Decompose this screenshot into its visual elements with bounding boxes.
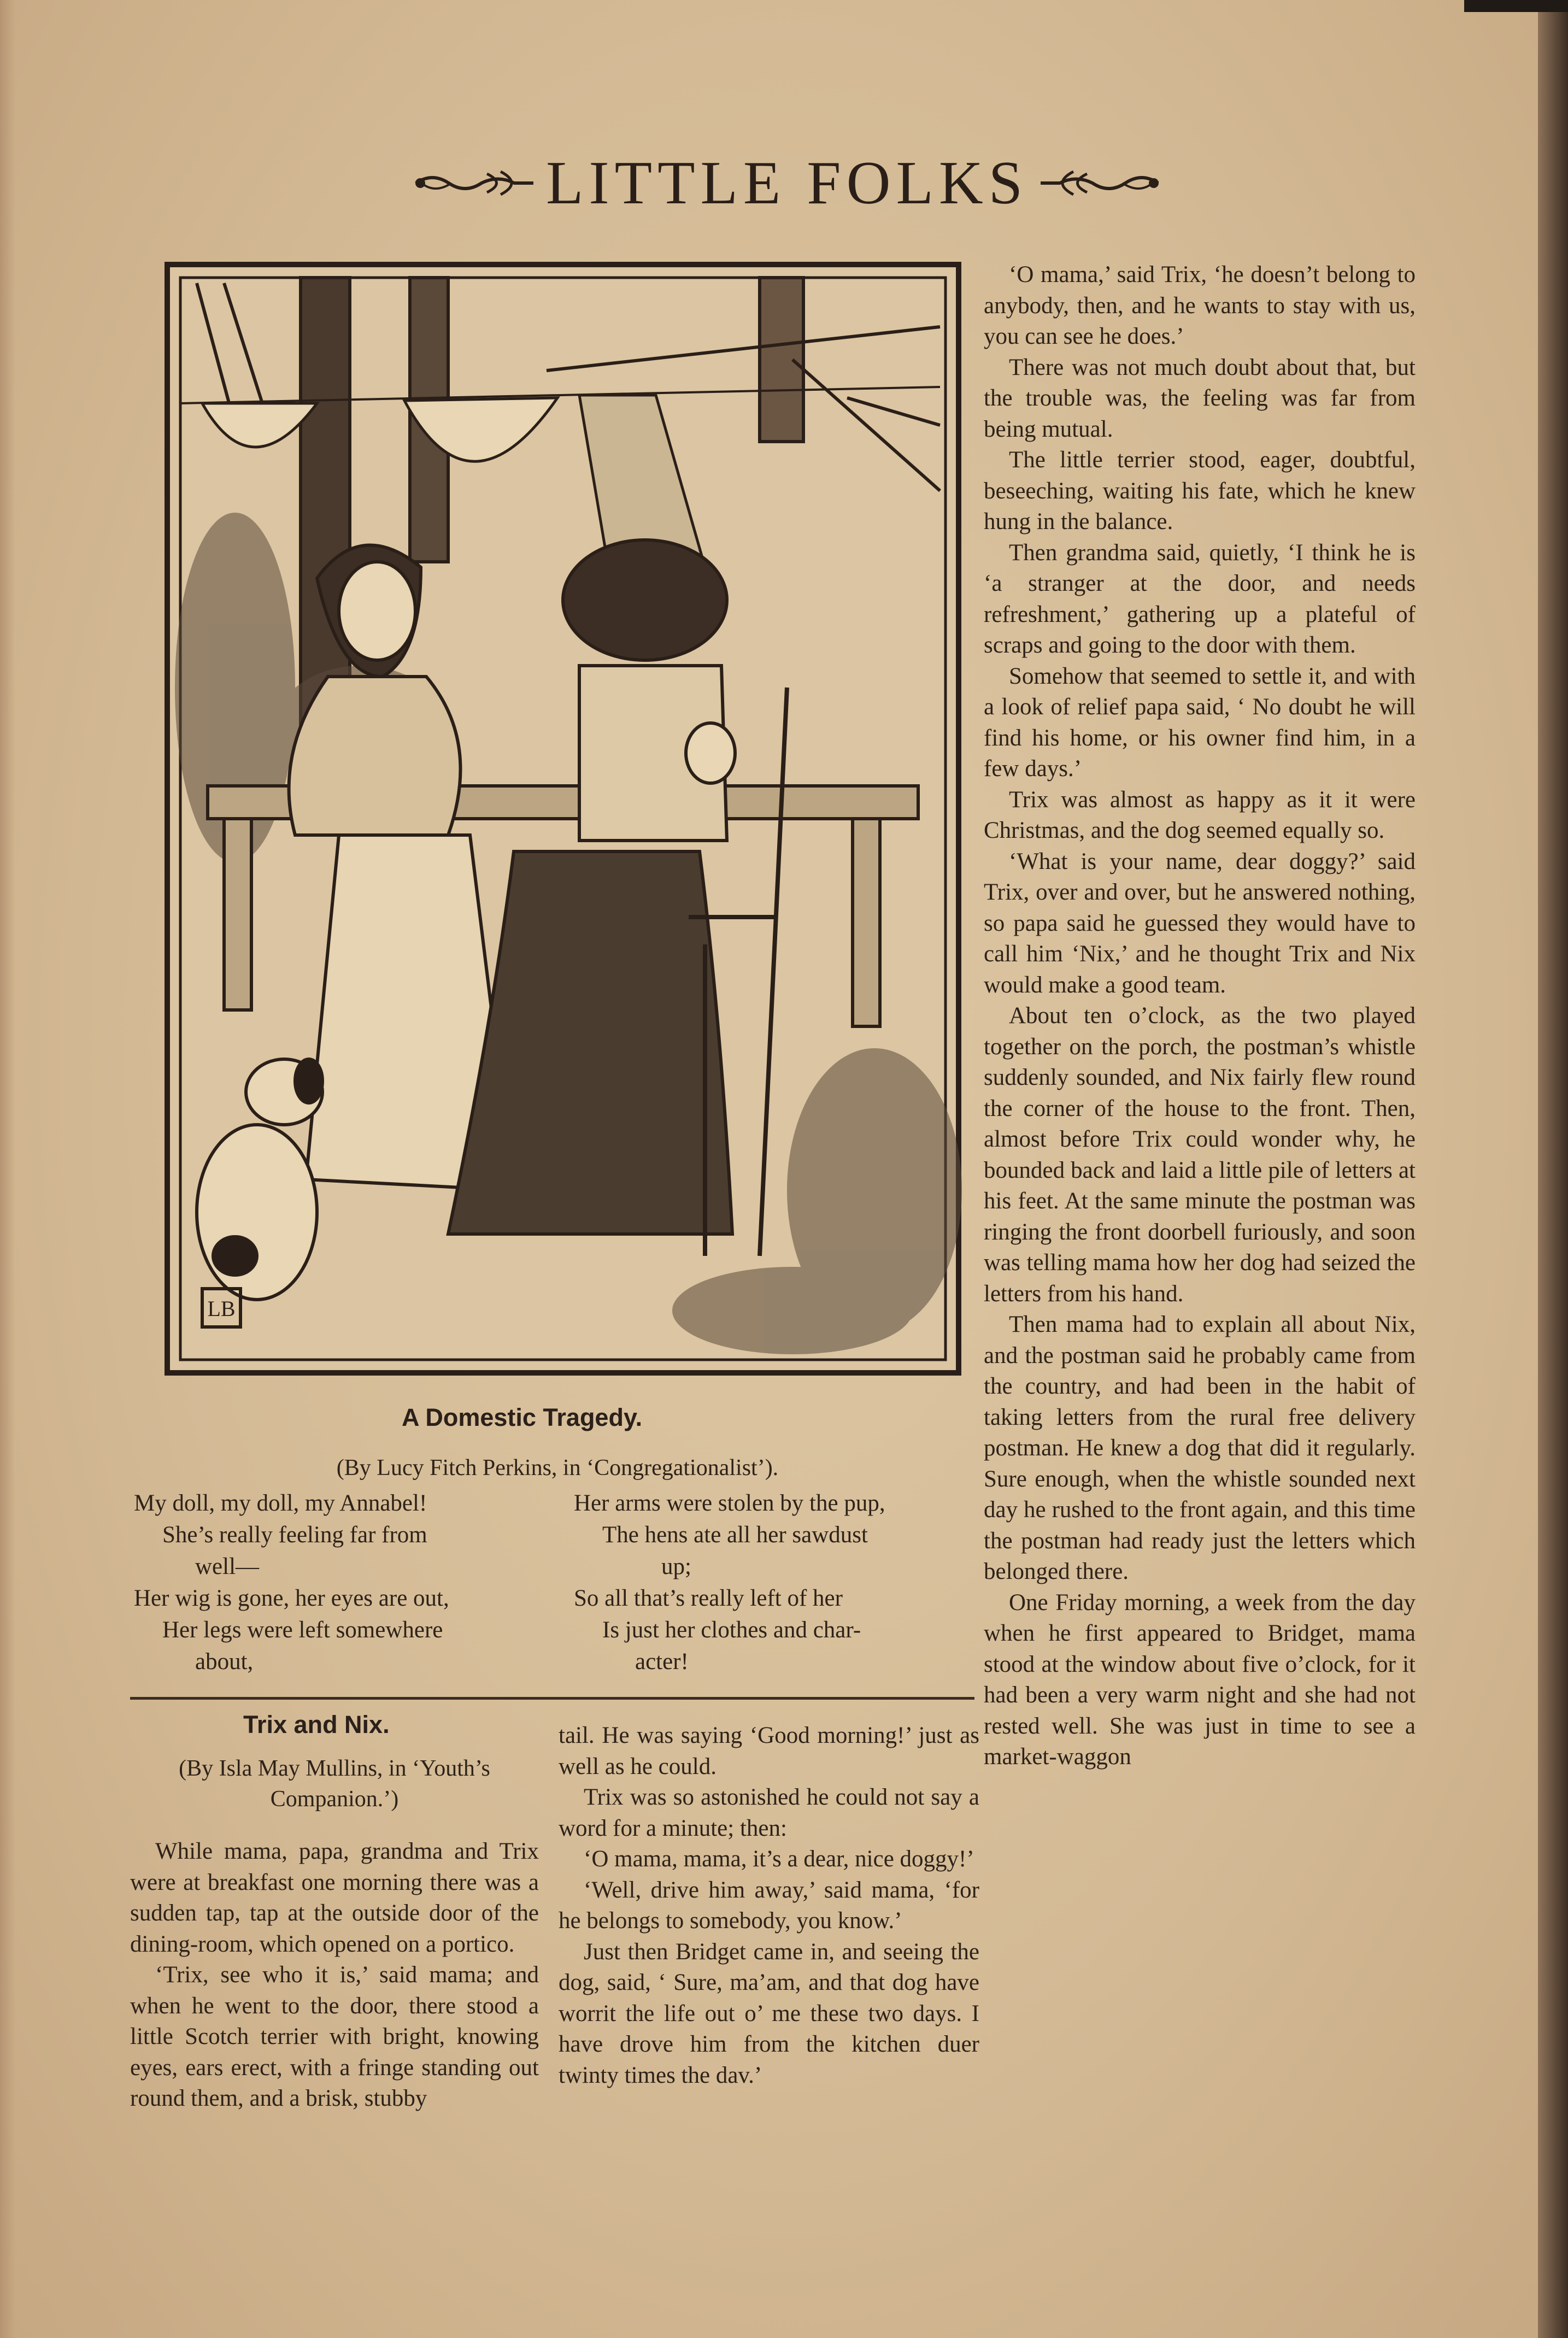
masthead <box>322 148 1252 219</box>
poem-line: Her legs were left somewhere <box>162 1617 443 1643</box>
poem-line: She’s really feeling far from <box>162 1522 427 1548</box>
story-paragraph: There was not much doubt about that, but the trouble was, the feeling was far from being mutual. <box>984 354 1416 442</box>
poem-line: Her wig is gone, her eyes are out, <box>134 1585 449 1611</box>
poem-line: acter! <box>635 1649 689 1675</box>
story-column-1 <box>130 1836 539 2114</box>
story-paragraph: ‘Trix, see who it is,’ said mama; and when he went to the door, there stood a little Scotch terrier with bright, knowing eyes, ears erect, with a fringe standing out round them, and a brisk, stubby <box>130 1962 539 2111</box>
right-flourish-ornament <box>1038 164 1164 202</box>
svg-text:LB: LB <box>207 1296 236 1321</box>
story-paragraph: Somehow that seemed to settle it, and with a look of relief papa said, ‘ No doubt he will find his home, or his owner find him, in a few days.’ <box>984 663 1416 782</box>
page-binding-edge <box>1538 0 1568 2338</box>
story-byline-line-2: Companion.’) <box>270 1787 399 1812</box>
story-paragraph: Then grandma said, quietly, ‘I think he is ‘a stranger at the door, and needs refreshment,’ gathering up a plateful of scraps and going to the door with them. <box>984 539 1416 658</box>
poem-line: well— <box>195 1554 260 1579</box>
story-paragraph: tail. He was saying ‘Good morning!’ just as well as he could. <box>559 1723 979 1779</box>
illustration-girls-with-dog <box>164 261 962 1376</box>
poem-line: So all that’s really left of her <box>574 1585 843 1611</box>
story-paragraph: The little terrier stood, eager, doubtful, beseeching, waiting his fate, which he knew hung in the balance. <box>984 447 1416 534</box>
story-paragraph: ‘O mama,’ said Trix, ‘he doesn’t belong to anybody, then, and he wants to stay with us, you can see he does.’ <box>984 262 1416 349</box>
left-flourish-ornament <box>410 164 536 202</box>
story-byline-line-1: (By Isla May Mullins, in ‘Youth’s <box>179 1756 490 1781</box>
poem-line: Her arms were stolen by the pup, <box>574 1490 885 1516</box>
masthead-title: LITTLE FOLKS <box>545 149 1029 217</box>
story-paragraph: ‘O mama, mama, it’s a dear, nice doggy!’ <box>584 1846 974 1872</box>
story-paragraph: ‘What is your name, dear doggy?’ said Trix, over and over, but he answered nothing, so papa said he guessed they would have to call him ‘Nix,’ and he thought Trix and Nix would make a good team. <box>984 848 1416 998</box>
story-heading: Trix and Nix. <box>243 1711 390 1738</box>
poem-stanza-right <box>574 1488 885 1678</box>
story-paragraph: One Friday morning, a week from the day when he first appeared to Bridget, mama stood at the window about five o’clock, for it had been a very warm night and she had not rested well. She was just in time to see a market-waggon <box>984 1589 1416 1770</box>
story-paragraph: While mama, papa, grandma and Trix were at breakfast one morning there was a sudden tap, tap at the outside door of the dining-room, which opened on a portico. <box>130 1838 539 1957</box>
story-paragraph: ‘Well, drive him away,’ said mama, ‘for he belongs to somebody, you know.’ <box>559 1877 979 1934</box>
poem-stanza-left <box>134 1488 449 1678</box>
page-left-shadow <box>0 0 15 2338</box>
story-paragraph: Then mama had to explain all about Nix, and the postman said he probably came from the country, and had been in the habit of taking letters from the rural free delivery postman. He knew a dog that did it regularly. Sure enough, when the whistle sounded next day he rushed to the front again, and this time the postman had ready just the letters which belonged there. <box>984 1312 1416 1584</box>
page-corner-shadow <box>1464 0 1568 12</box>
section-divider <box>130 1697 974 1700</box>
story-column-3 <box>984 260 1416 1773</box>
poem-heading: A Domestic Tragedy. <box>402 1403 643 1431</box>
story-paragraph: Just then Bridget came in, and seeing the dog, said, ‘ Sure, ma’am, and that dog have worrit the life out o’ me these two days. I have drove him from the kitchen duer twinty times the dav.’ <box>559 1938 979 2088</box>
story-paragraph: About ten o’clock, as the two played together on the porch, the postman’s whistle suddenly sounded, and Nix fairly flew round the corner of the house to the front. Then, almost before Trix could wonder why, he bounded back and laid a little pile of letters at his feet. At the same minute the postman was ringing the front doorbell furiously, and soon was telling mama how her dog had seized the letters from his hand. <box>984 1003 1416 1307</box>
story-paragraph: Trix was so astonished he could not say a word for a minute; then: <box>559 1784 979 1841</box>
poem-line: about, <box>195 1649 254 1675</box>
poem-line: up; <box>661 1554 691 1579</box>
poem-line: Is just her clothes and char- <box>602 1617 861 1643</box>
story-column-2 <box>559 1720 979 2091</box>
poem-line: The hens ate all her sawdust <box>602 1522 868 1548</box>
poem-byline: (By Lucy Fitch Perkins, in ‘Congregationalist’). <box>336 1455 779 1481</box>
story-byline <box>130 1753 539 1814</box>
story-paragraph: Trix was almost as happy as it it were Christmas, and the dog seemed equally so. <box>984 786 1416 843</box>
poem-line: My doll, my doll, my Annabel! <box>134 1490 427 1516</box>
